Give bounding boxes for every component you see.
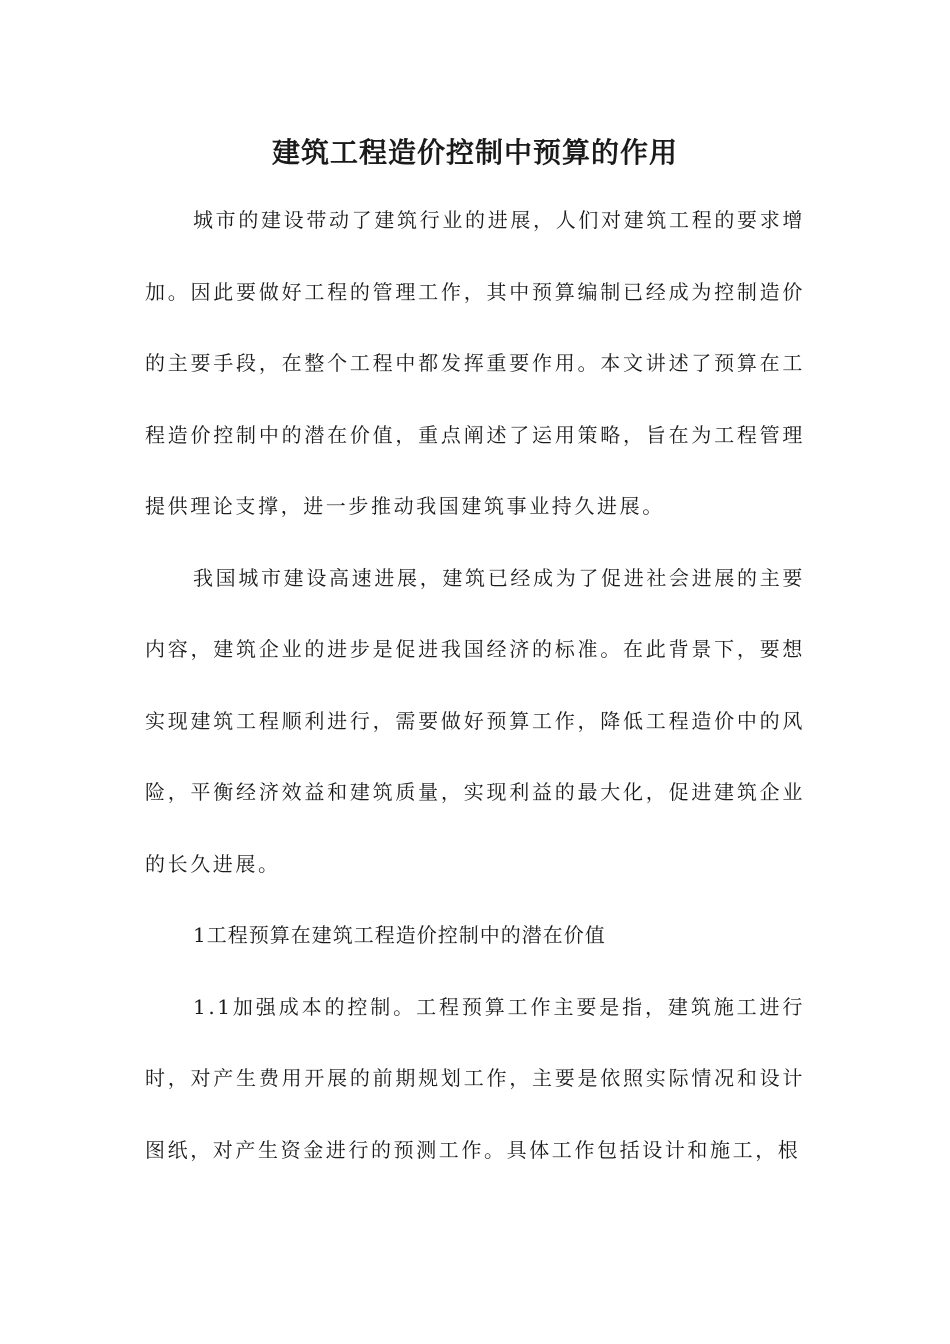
paragraph-intro: 城市的建设带动了建筑行业的进展，人们对建筑工程的要求增加。因此要做好工程的管理工作，其中预算编制已经成为控制造价的主要手段，在整个工程中都发挥重要作用。本文讲述了预算在工程造价控制中的潜在价值，重点阐述了运用策略，旨在为工程管理提供理论支撑，进一步推动我国建筑事业持久进展。	[145, 208, 805, 518]
section-heading-1: 1工程预算在建筑工程造价控制中的潜在价值	[193, 923, 606, 947]
paragraph-background: 我国城市建设高速进展，建筑已经成为了促进社会进展的主要内容，建筑企业的进步是促进我国经济的标准。在此背景下，要想实现建筑工程顺利进行，需要做好预算工作，降低工程造价中的风险，平衡经济效益和建筑质量，实现利益的最大化，促进建筑企业的长久进展。	[145, 565, 805, 876]
document-title: 建筑工程造价控制中预算的作用	[271, 136, 678, 169]
document-body	[145, 185, 805, 1186]
paragraph-section-1-1: 1.1加强成本的控制。工程预算工作主要是指，建筑施工进行时，对产生费用开展的前期规划工作，主要是依照实际情况和设计图纸，对产生资金进行的预测工作。具体工作包括设计和施工，根	[145, 994, 805, 1162]
